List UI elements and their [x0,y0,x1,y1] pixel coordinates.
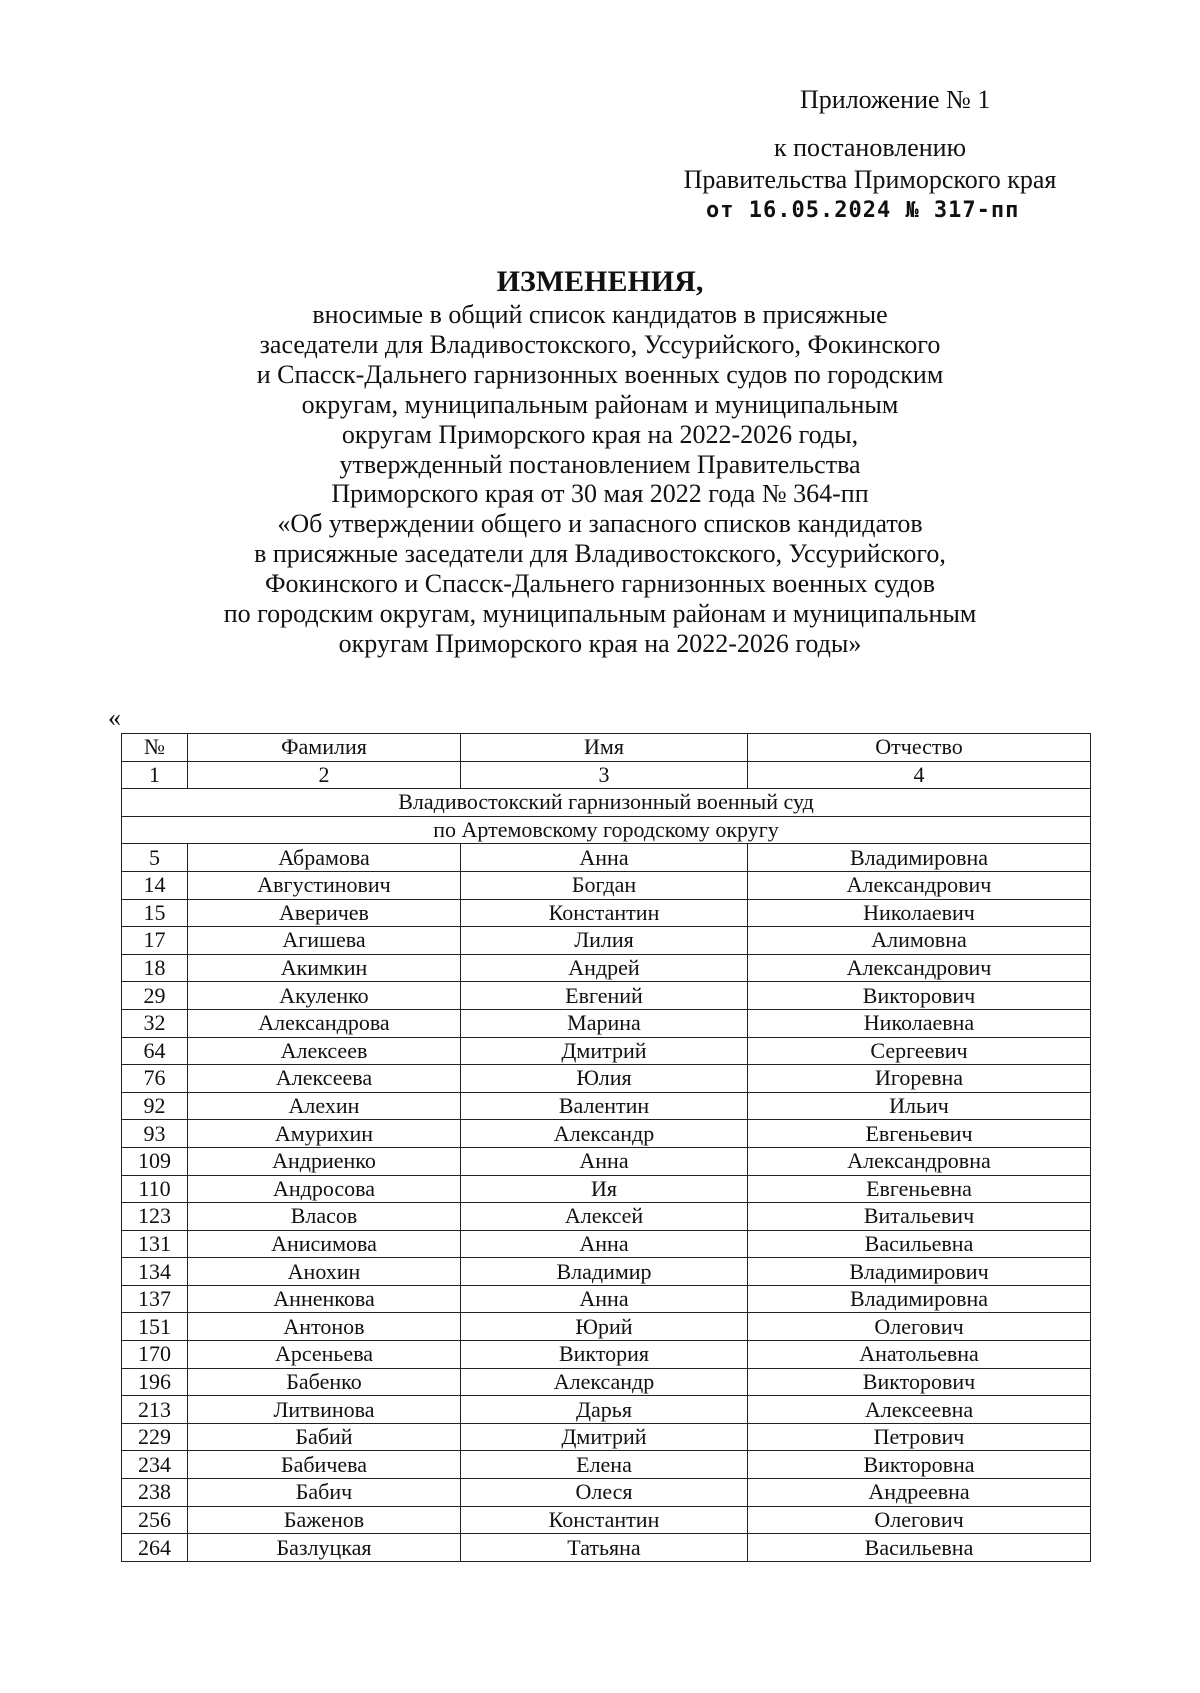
cell-first-name: Евгений [461,982,748,1010]
subtitle-line: по городским округам, муниципальным районам и муниципальным [223,599,977,629]
cell-number: 137 [122,1285,188,1313]
cell-number: 151 [122,1313,188,1341]
cell-patronymic: Николаевич [748,899,1091,927]
table-row [122,1285,1091,1313]
cell-last-name: Августинович [188,871,461,899]
cell-patronymic: Олегович [748,1313,1091,1341]
cell-first-name: Александр [461,1368,748,1396]
cell-last-name: Абрамова [188,844,461,872]
table-row [122,1396,1091,1424]
district-name: по Артемовскому городскому округу [122,816,1091,844]
cell-patronymic: Александрович [748,871,1091,899]
cell-number: 76 [122,1065,188,1093]
cell-last-name: Алехин [188,1092,461,1120]
resolution-date-stamp: от 16.05.2024 № 317-пп [706,198,1020,223]
table-row [122,954,1091,982]
document-heading [0,264,1200,659]
cell-number: 29 [122,982,188,1010]
cell-last-name: Анисимова [188,1230,461,1258]
table-row [122,1147,1091,1175]
column-number: 4 [748,761,1091,789]
resolution-reference [620,132,1120,196]
subtitle-line: округам Приморского края на 2022-2026 годы, [341,419,859,449]
cell-first-name: Лилия [461,927,748,955]
cell-patronymic: Олегович [748,1506,1091,1534]
subtitle-line: округам, муниципальным районам и муниципальным [301,389,899,419]
table-row [122,1341,1091,1369]
table-row [122,1092,1091,1120]
cell-first-name: Константин [461,899,748,927]
court-name: Владивостокский гарнизонный военный суд [122,789,1091,817]
candidates-table [121,733,1091,1562]
cell-patronymic: Витальевич [748,1203,1091,1231]
cell-first-name: Марина [461,1009,748,1037]
cell-patronymic: Андреевна [748,1479,1091,1507]
appendix-label: Приложение № 1 [800,85,991,114]
header-number: № [122,734,188,762]
cell-patronymic: Николаевна [748,1009,1091,1037]
table-row [122,1230,1091,1258]
cell-last-name: Баженов [188,1506,461,1534]
cell-patronymic: Сергеевич [748,1037,1091,1065]
table-row [122,1037,1091,1065]
cell-patronymic: Александровна [748,1147,1091,1175]
court-row [122,789,1091,817]
table-row [122,1534,1091,1562]
cell-patronymic: Евгеньевич [748,1120,1091,1148]
table-row [122,844,1091,872]
subtitle-line: в присяжные заседатели для Владивостокского, Уссурийского, [254,539,946,569]
cell-patronymic: Владимирович [748,1258,1091,1286]
table-row [122,1175,1091,1203]
cell-last-name: Бабий [188,1423,461,1451]
subtitle-line: и Спасск-Дальнего гарнизонных военных судов по городским [256,359,944,389]
cell-last-name: Алексеева [188,1065,461,1093]
document-subtitle [0,300,1200,659]
cell-number: 110 [122,1175,188,1203]
header-patronymic: Отчество [748,734,1091,762]
cell-patronymic: Алимовна [748,927,1091,955]
table-row [122,1423,1091,1451]
cell-number: 196 [122,1368,188,1396]
subtitle-line: Приморского края от 30 мая 2022 года № 364-пп [331,479,869,509]
cell-first-name: Татьяна [461,1534,748,1562]
table-row [122,1368,1091,1396]
cell-last-name: Александрова [188,1009,461,1037]
cell-first-name: Анна [461,1285,748,1313]
cell-patronymic: Васильевна [748,1534,1091,1562]
column-number-row [122,761,1091,789]
cell-last-name: Андросова [188,1175,461,1203]
cell-first-name: Дмитрий [461,1423,748,1451]
cell-last-name: Акимкин [188,954,461,982]
table-row [122,1479,1091,1507]
subtitle-line: заседатели для Владивостокского, Уссурийского, Фокинского [259,329,941,359]
cell-number: 229 [122,1423,188,1451]
cell-patronymic: Петрович [748,1423,1091,1451]
table-row [122,1009,1091,1037]
cell-last-name: Аверичев [188,899,461,927]
cell-patronymic: Александрович [748,954,1091,982]
cell-last-name: Власов [188,1203,461,1231]
cell-last-name: Анохин [188,1258,461,1286]
cell-first-name: Олеся [461,1479,748,1507]
cell-number: 234 [122,1451,188,1479]
cell-patronymic: Алексеевна [748,1396,1091,1424]
cell-last-name: Бабич [188,1479,461,1507]
district-row [122,816,1091,844]
cell-patronymic: Анатольевна [748,1341,1091,1369]
cell-first-name: Елена [461,1451,748,1479]
cell-number: 213 [122,1396,188,1424]
cell-patronymic: Викторовна [748,1451,1091,1479]
cell-first-name: Анна [461,844,748,872]
subtitle-line: «Об утверждении общего и запасного списков кандидатов [277,509,923,539]
cell-first-name: Дарья [461,1396,748,1424]
cell-first-name: Анна [461,1147,748,1175]
cell-first-name: Юлия [461,1065,748,1093]
cell-number: 18 [122,954,188,982]
cell-patronymic: Владимировна [748,1285,1091,1313]
cell-last-name: Базлуцкая [188,1534,461,1562]
cell-number: 170 [122,1341,188,1369]
cell-patronymic: Владимировна [748,844,1091,872]
table-row [122,1258,1091,1286]
table-header-row [122,734,1091,762]
subtitle-line: округам Приморского края на 2022-2026 годы» [338,628,862,658]
cell-patronymic: Викторович [748,982,1091,1010]
cell-number: 5 [122,844,188,872]
table-row [122,1065,1091,1093]
header-last-name: Фамилия [188,734,461,762]
cell-first-name: Валентин [461,1092,748,1120]
column-number: 2 [188,761,461,789]
cell-number: 123 [122,1203,188,1231]
cell-number: 64 [122,1037,188,1065]
cell-patronymic: Васильевна [748,1230,1091,1258]
cell-last-name: Акуленко [188,982,461,1010]
cell-last-name: Анненкова [188,1285,461,1313]
cell-number: 256 [122,1506,188,1534]
cell-first-name: Константин [461,1506,748,1534]
candidates-table-body [122,734,1091,1562]
cell-number: 238 [122,1479,188,1507]
cell-number: 92 [122,1092,188,1120]
table-row [122,1313,1091,1341]
cell-number: 134 [122,1258,188,1286]
cell-last-name: Агишева [188,927,461,955]
cell-last-name: Литвинова [188,1396,461,1424]
subtitle-line: вносимые в общий список кандидатов в присяжные [312,300,888,329]
table-row [122,1203,1091,1231]
table-row [122,871,1091,899]
header-first-name: Имя [461,734,748,762]
cell-last-name: Бабенко [188,1368,461,1396]
cell-first-name: Виктория [461,1341,748,1369]
opening-quote-mark: « [108,703,121,732]
cell-last-name: Антонов [188,1313,461,1341]
cell-last-name: Амурихин [188,1120,461,1148]
cell-first-name: Ия [461,1175,748,1203]
cell-first-name: Алексей [461,1203,748,1231]
cell-patronymic: Евгеньевна [748,1175,1091,1203]
cell-first-name: Анна [461,1230,748,1258]
cell-number: 93 [122,1120,188,1148]
cell-patronymic: Ильич [748,1092,1091,1120]
table-row [122,1506,1091,1534]
cell-patronymic: Игоревна [748,1065,1091,1093]
cell-first-name: Владимир [461,1258,748,1286]
resolution-line-1: к постановлению [773,133,967,162]
table-row [122,899,1091,927]
cell-last-name: Бабичева [188,1451,461,1479]
cell-number: 14 [122,871,188,899]
resolution-line-2: Правительства Приморского края [683,165,1057,194]
cell-number: 264 [122,1534,188,1562]
cell-last-name: Арсеньева [188,1341,461,1369]
cell-number: 32 [122,1009,188,1037]
cell-first-name: Дмитрий [461,1037,748,1065]
cell-last-name: Андриенко [188,1147,461,1175]
document-title: ИЗМЕНЕНИЯ, [496,265,704,298]
table-row [122,1451,1091,1479]
cell-number: 15 [122,899,188,927]
cell-number: 17 [122,927,188,955]
cell-last-name: Алексеев [188,1037,461,1065]
subtitle-line: утвержденный постановлением Правительства [339,449,861,479]
cell-first-name: Юрий [461,1313,748,1341]
cell-patronymic: Викторович [748,1368,1091,1396]
table-row [122,1120,1091,1148]
cell-first-name: Андрей [461,954,748,982]
cell-first-name: Александр [461,1120,748,1148]
table-row [122,927,1091,955]
column-number: 3 [461,761,748,789]
table-row [122,982,1091,1010]
column-number: 1 [122,761,188,789]
cell-number: 109 [122,1147,188,1175]
cell-number: 131 [122,1230,188,1258]
subtitle-line: Фокинского и Спасск-Дальнего гарнизонных военных судов [264,569,936,599]
cell-first-name: Богдан [461,871,748,899]
